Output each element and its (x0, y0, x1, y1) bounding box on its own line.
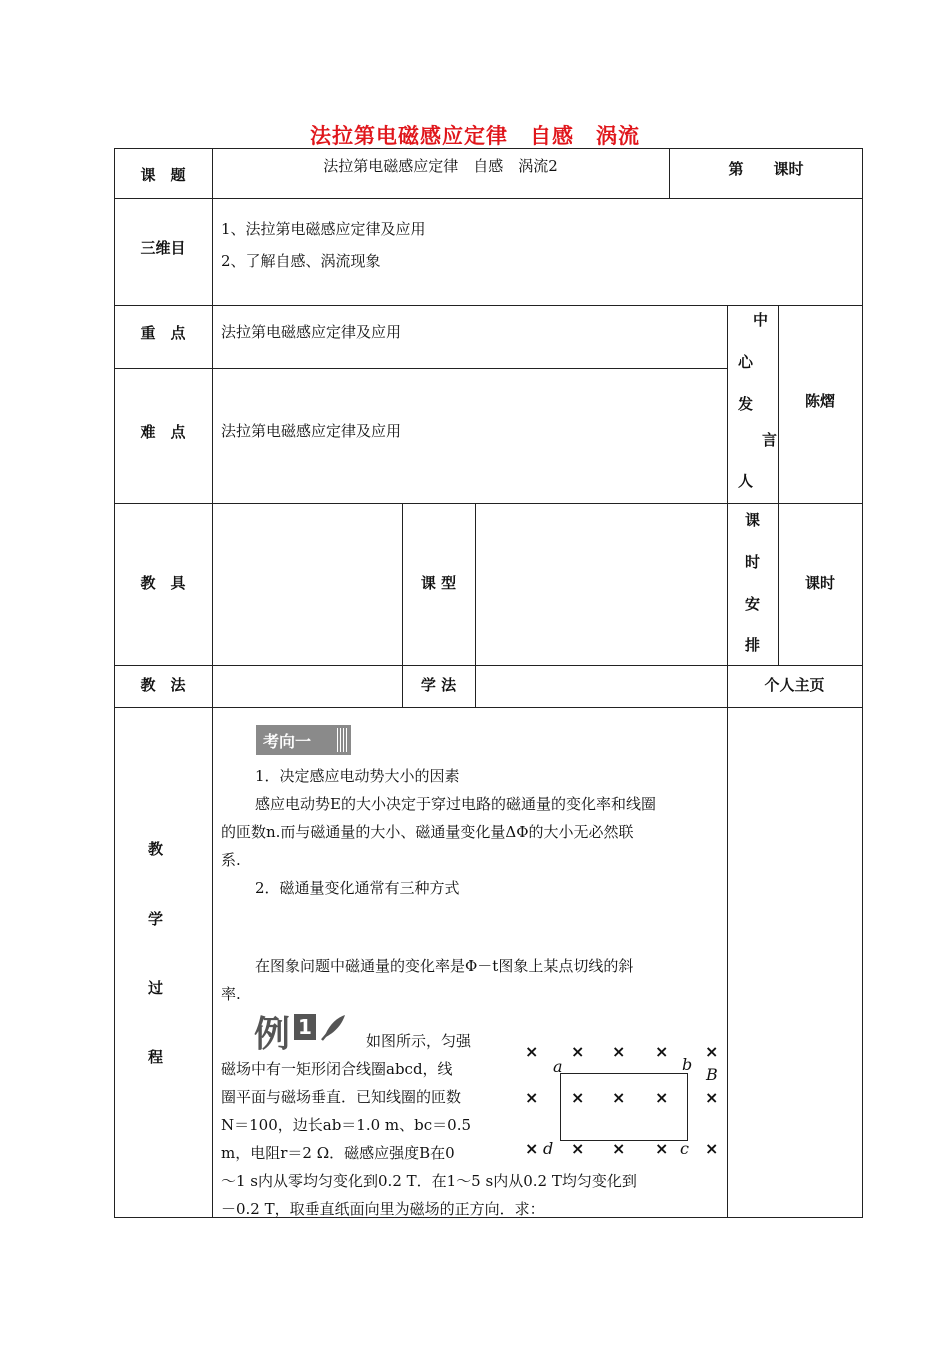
example-line-7: －0.2 T，取垂直纸面向里为磁场的正方向．求： (221, 1200, 545, 1218)
coil-rectangle (560, 1073, 688, 1141)
label-a: a (553, 1057, 563, 1076)
point1-title: 1．决定感应电动势大小的因素 (255, 767, 460, 785)
label-c: c (680, 1139, 689, 1158)
point1-line3: 系. (221, 851, 241, 869)
example-line-4: N＝100，边长ab＝1.0 m、bc＝0.5 (221, 1116, 472, 1134)
example-line-5: m，电阻r＝2 Ω．磁感应强度B在0 (221, 1144, 455, 1162)
method-label: 教 法 (140, 676, 186, 694)
point1-line1: 感应电动势E的大小决定于穿过电路的磁通量的变化率和线圈 (255, 795, 656, 813)
point1-line2: 的匝数n.而与磁通量的大小、磁通量变化量ΔΦ的大小无必然联 (221, 823, 634, 841)
point2-title: 2．磁通量变化通常有三种方式 (255, 879, 460, 897)
label-d: d (543, 1139, 554, 1158)
label-b: b (682, 1055, 693, 1074)
label-B: B (706, 1065, 718, 1084)
example-line-6: ～1 s内从零均匀变化到0.2 T．在1～5 s内从0.2 T均匀变化到 (221, 1172, 637, 1190)
section-badge: 考向一 (256, 725, 351, 755)
slope-line2: 率. (221, 985, 241, 1003)
homepage-label: 个人主页 (764, 676, 825, 694)
goal-item-1: 1、法拉第电磁感应定律及应用 (221, 220, 426, 238)
point-1 (221, 762, 718, 902)
document-title: 法拉第电磁感应定律 自感 涡流 (310, 123, 640, 148)
slope-note (221, 952, 718, 1008)
difficult-label: 难 点 (140, 423, 186, 441)
speaker-value: 陈熠 (804, 392, 835, 410)
key-label: 重 点 (140, 324, 186, 342)
example-line-3: 圈平面与磁场垂直．已知线圈的匝数 (221, 1088, 462, 1106)
period-label: 第 课时 (728, 160, 804, 178)
magnetic-field-figure: × × × × × × × × × × × × × × × a b B d c (525, 1042, 719, 1158)
schedule-value: 课时 (804, 574, 835, 592)
difficult-value: 法拉第电磁感应定律及应用 (221, 422, 402, 440)
key-value: 法拉第电磁感应定律及应用 (221, 323, 402, 341)
topic-value: 法拉第电磁感应定律 自感 涡流2 (323, 157, 558, 175)
slope-line1: 在图象问题中磁通量的变化率是Φ－t图象上某点切线的斜 (255, 957, 634, 975)
leaf-icon (320, 1012, 348, 1042)
goals-label: 三维目 (140, 239, 186, 257)
example-line-1: 如图所示，匀强 (366, 1032, 472, 1050)
tools-label: 教 具 (140, 574, 186, 592)
study-label: 学 法 (420, 676, 457, 694)
lesson-type-label: 课 型 (420, 574, 457, 592)
goal-item-2: 2、了解自感、涡流现象 (221, 252, 381, 270)
example-line-2: 磁场中有一矩形闭合线圈abcd，线 (221, 1060, 453, 1078)
topic-label: 课 题 (140, 166, 186, 184)
